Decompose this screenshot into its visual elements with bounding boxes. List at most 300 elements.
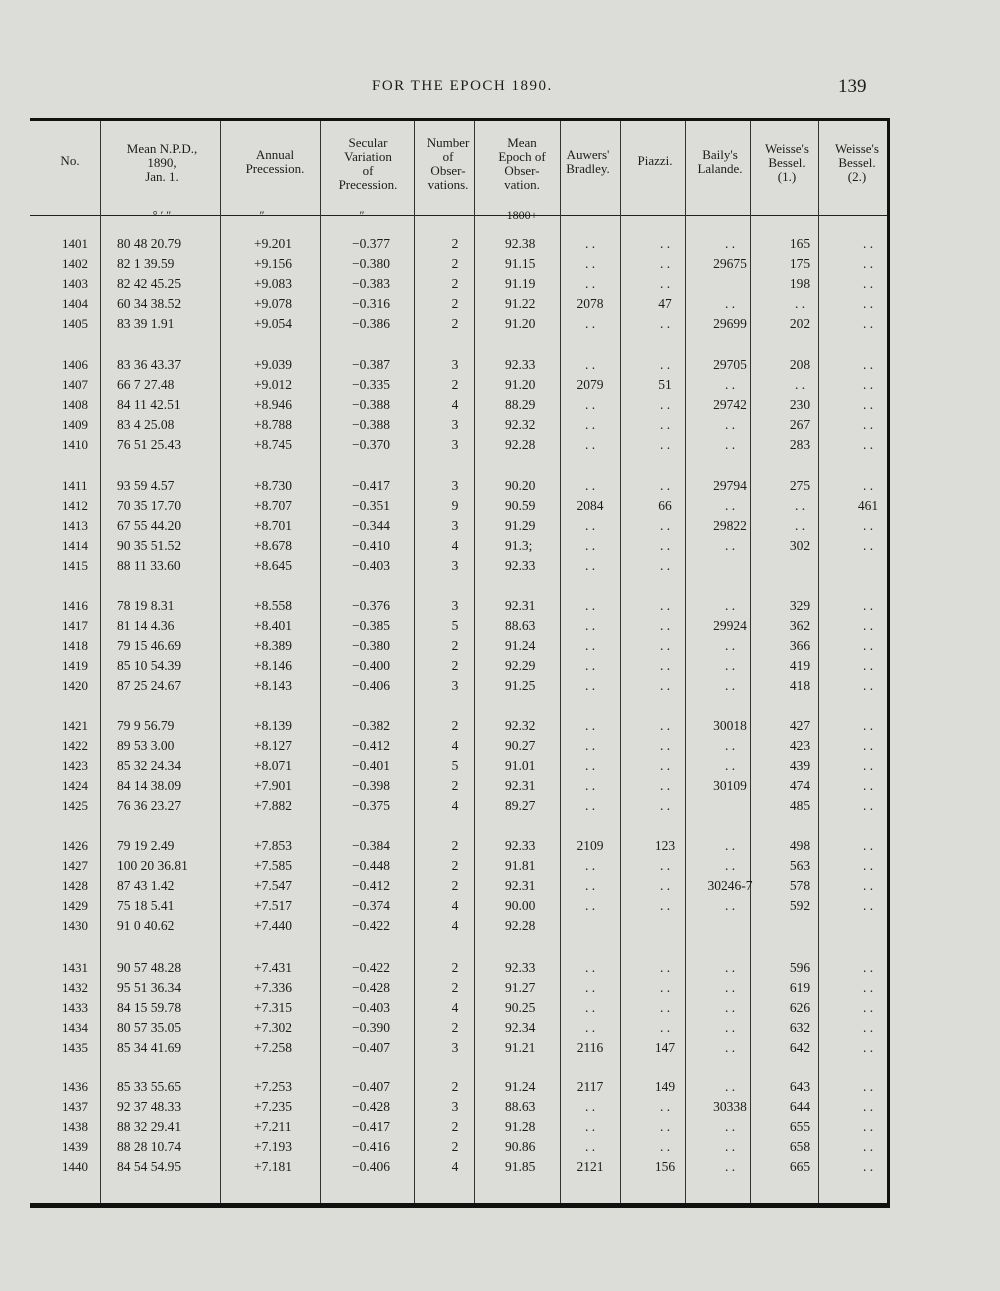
lalande-ref: 30109 (713, 778, 747, 793)
mean-npd: 88 11 33.60 (117, 558, 181, 573)
table-row (0, 1099, 1000, 1119)
star-number: 1437 (62, 1099, 88, 1114)
observation-count: 3 (451, 1099, 459, 1114)
lalande-ref: . . (724, 1159, 736, 1174)
lalande-ref: . . (724, 1139, 736, 1154)
bessel-1-ref: 474 (789, 778, 811, 793)
mean-npd: 91 0 40.62 (117, 918, 175, 933)
piazzi-ref: . . (659, 478, 671, 493)
piazzi-ref: 51 (658, 377, 672, 392)
mean-npd: 85 10 54.39 (117, 658, 182, 673)
table-row (0, 316, 1000, 336)
observation-count: 4 (451, 1000, 459, 1015)
piazzi-ref: . . (659, 1119, 671, 1134)
annual-precession: +9.201 (254, 236, 292, 251)
mean-epoch: 90.20 (505, 478, 536, 493)
star-number: 1408 (62, 397, 88, 412)
star-number: 1425 (62, 798, 88, 813)
mean-epoch: 92.28 (505, 918, 536, 933)
secular-variation: −0.406 (352, 1159, 390, 1174)
piazzi-ref: . . (659, 276, 671, 291)
star-number: 1410 (62, 437, 88, 452)
table-row (0, 718, 1000, 738)
bessel-2-ref: . . (862, 898, 874, 913)
bessel-2-ref: . . (862, 778, 874, 793)
annual-precession: +8.678 (254, 538, 292, 553)
secular-variation: −0.410 (352, 538, 390, 553)
piazzi-ref: 149 (654, 1079, 676, 1094)
observation-count: 2 (451, 316, 459, 331)
column-header-line: Bessel. (768, 155, 806, 170)
bessel-1-ref: 202 (789, 316, 811, 331)
bessel-1-ref: 283 (789, 437, 811, 452)
secular-variation: −0.406 (352, 678, 390, 693)
star-number: 1416 (62, 598, 88, 613)
piazzi-ref: . . (659, 417, 671, 432)
mean-npd: 84 15 59.78 (117, 1000, 182, 1015)
star-number: 1411 (62, 478, 88, 493)
observation-count: 4 (451, 538, 459, 553)
bessel-2-ref: . . (862, 1139, 874, 1154)
mean-npd: 95 51 36.34 (117, 980, 182, 995)
bessel-1-ref: 563 (789, 858, 811, 873)
column-header-line: Weisse's (765, 141, 809, 156)
bessel-2-ref: . . (862, 397, 874, 412)
bessel-2-ref: . . (862, 518, 874, 533)
table-row (0, 498, 1000, 518)
mean-epoch: 91.24 (505, 1079, 536, 1094)
piazzi-ref: . . (659, 236, 671, 251)
auwers-bradley-ref: . . (584, 718, 596, 733)
annual-precession: +8.645 (254, 558, 292, 573)
bessel-2-ref: . . (862, 478, 874, 493)
mean-npd: 89 53 3.00 (117, 738, 175, 753)
mean-epoch: 92.33 (505, 558, 536, 573)
annual-precession: +8.946 (254, 397, 292, 412)
annual-precession: +7.211 (254, 1119, 292, 1134)
mean-npd: 83 39 1.91 (117, 316, 175, 331)
column-header-line: Obser- (430, 163, 466, 178)
bessel-2-ref: . . (862, 838, 874, 853)
bessel-2-ref: . . (862, 236, 874, 251)
secular-variation: −0.422 (352, 960, 390, 975)
table-row (0, 638, 1000, 658)
secular-variation: −0.374 (352, 898, 390, 913)
mean-epoch: 92.38 (505, 236, 536, 251)
annual-precession: +8.146 (254, 658, 292, 673)
bessel-2-ref: . . (862, 738, 874, 753)
observation-count: 3 (451, 1040, 459, 1055)
bessel-2-ref: . . (862, 638, 874, 653)
column-header-line: Secular (348, 135, 388, 150)
star-number: 1404 (62, 296, 88, 311)
bessel-1-ref: 592 (789, 898, 811, 913)
bessel-2-ref: . . (862, 980, 874, 995)
annual-precession: +9.054 (254, 316, 292, 331)
piazzi-ref: . . (659, 738, 671, 753)
bessel-2-ref: . . (862, 678, 874, 693)
bessel-1-ref: 642 (789, 1040, 811, 1055)
bessel-1-ref: 198 (789, 276, 811, 291)
annual-precession: +7.882 (254, 798, 292, 813)
mean-npd: 79 19 2.49 (117, 838, 175, 853)
lalande-ref: . . (724, 296, 736, 311)
column-header (566, 148, 610, 176)
auwers-bradley-ref: . . (584, 437, 596, 452)
mean-npd: 80 57 35.05 (117, 1020, 182, 1035)
column-header-line: Number (426, 135, 470, 150)
mean-npd: 88 32 29.41 (117, 1119, 182, 1134)
secular-variation: −0.422 (352, 918, 390, 933)
bessel-1-ref: . . (794, 296, 806, 311)
mean-npd: 92 37 48.33 (117, 1099, 182, 1114)
bessel-1-ref: 596 (789, 960, 811, 975)
auwers-bradley-ref: . . (584, 858, 596, 873)
unit-secular: ″ (359, 208, 365, 222)
lalande-ref: 30246-7 (707, 878, 753, 893)
table-row (0, 256, 1000, 276)
mean-epoch: 90.27 (505, 738, 536, 753)
auwers-bradley-ref: . . (584, 478, 596, 493)
observation-count: 2 (451, 838, 459, 853)
bessel-2-ref: . . (862, 718, 874, 733)
observation-count: 2 (451, 960, 459, 975)
table-row (0, 778, 1000, 798)
bessel-1-ref: 626 (789, 1000, 811, 1015)
mean-npd: 84 14 38.09 (117, 778, 182, 793)
secular-variation: −0.380 (352, 256, 390, 271)
secular-variation: −0.417 (352, 1119, 390, 1134)
bessel-1-ref: 632 (789, 1020, 811, 1035)
bessel-1-ref: 208 (789, 357, 811, 372)
annual-precession: +8.401 (254, 618, 292, 633)
bessel-1-ref: 366 (789, 638, 811, 653)
observation-count: 2 (451, 878, 459, 893)
mean-epoch: 91.29 (505, 518, 536, 533)
observation-count: 2 (451, 377, 459, 392)
column-header (339, 136, 398, 192)
secular-variation: −0.370 (352, 437, 390, 452)
column-header-line: Obser- (504, 163, 540, 178)
observation-count: 2 (451, 236, 459, 251)
observation-count: 5 (451, 618, 459, 633)
auwers-bradley-ref: 2117 (576, 1079, 604, 1094)
piazzi-ref: . . (659, 1020, 671, 1035)
observation-count: 2 (451, 1079, 459, 1094)
annual-precession: +8.730 (254, 478, 292, 493)
observation-count: 4 (451, 918, 459, 933)
bessel-2-ref: . . (862, 1119, 874, 1134)
star-number: 1403 (62, 276, 88, 291)
star-number: 1407 (62, 377, 88, 392)
mean-npd: 81 14 4.36 (117, 618, 175, 633)
bessel-1-ref: 423 (789, 738, 811, 753)
column-header-line: Mean (507, 135, 537, 150)
bessel-1-ref: . . (794, 377, 806, 392)
bessel-2-ref: . . (862, 316, 874, 331)
auwers-bradley-ref: . . (584, 898, 596, 913)
table-row (0, 236, 1000, 256)
mean-epoch: 92.31 (505, 778, 536, 793)
column-header-line: of (442, 149, 454, 164)
mean-npd: 100 20 36.81 (117, 858, 188, 873)
secular-variation: −0.428 (352, 1099, 390, 1114)
piazzi-ref: . . (659, 758, 671, 773)
bessel-2-ref: . . (862, 1099, 874, 1114)
mean-epoch: 91.25 (505, 678, 536, 693)
table-row (0, 397, 1000, 417)
auwers-bradley-ref: . . (584, 980, 596, 995)
star-number: 1405 (62, 316, 88, 331)
lalande-ref: . . (724, 1079, 736, 1094)
piazzi-ref: . . (659, 1099, 671, 1114)
lalande-ref: 29924 (713, 618, 747, 633)
bessel-1-ref: 498 (789, 838, 811, 853)
observation-count: 2 (451, 980, 459, 995)
secular-variation: −0.400 (352, 658, 390, 673)
secular-variation: −0.344 (352, 518, 390, 533)
mean-epoch: 92.31 (505, 878, 536, 893)
mean-epoch: 92.33 (505, 357, 536, 372)
mean-epoch: 91.20 (505, 377, 536, 392)
auwers-bradley-ref: 2079 (576, 377, 604, 392)
observation-count: 3 (451, 357, 459, 372)
lalande-ref: . . (724, 1040, 736, 1055)
lalande-ref: . . (724, 898, 736, 913)
column-header (765, 142, 809, 184)
lalande-ref: . . (724, 236, 736, 251)
column-header-line: Precession. (338, 177, 398, 192)
lalande-ref: 29742 (713, 397, 747, 412)
column-header-line: Piazzi. (637, 153, 673, 168)
mean-npd: 90 57 48.28 (117, 960, 182, 975)
bessel-2-ref: . . (862, 357, 874, 372)
mean-npd: 90 35 51.52 (117, 538, 182, 553)
lalande-ref: . . (724, 1020, 736, 1035)
annual-precession: +7.336 (254, 980, 292, 995)
bessel-2-ref: . . (862, 1020, 874, 1035)
bessel-1-ref: 329 (789, 598, 811, 613)
table-row (0, 417, 1000, 437)
star-number: 1401 (62, 236, 88, 251)
mean-epoch: 91.22 (505, 296, 536, 311)
secular-variation: −0.407 (352, 1040, 390, 1055)
secular-variation: −0.384 (352, 838, 390, 853)
observation-count: 2 (451, 858, 459, 873)
piazzi-ref: . . (659, 437, 671, 452)
secular-variation: −0.377 (352, 236, 390, 251)
annual-precession: +7.585 (254, 858, 292, 873)
mean-epoch: 89.27 (505, 798, 536, 813)
mean-npd: 82 1 39.59 (117, 256, 175, 271)
lalande-ref: . . (724, 738, 736, 753)
bessel-1-ref: 267 (789, 417, 811, 432)
mean-npd: 85 34 41.69 (117, 1040, 182, 1055)
auwers-bradley-ref: . . (584, 1139, 596, 1154)
secular-variation: −0.448 (352, 858, 390, 873)
auwers-bradley-ref: . . (584, 1099, 596, 1114)
lalande-ref: . . (724, 980, 736, 995)
column-header-line: Bradley. (566, 161, 610, 176)
piazzi-ref: . . (659, 878, 671, 893)
table-row (0, 377, 1000, 397)
observation-count: 4 (451, 397, 459, 412)
mean-epoch: 92.33 (505, 838, 536, 853)
bessel-2-ref: . . (862, 256, 874, 271)
mean-npd: 66 7 27.48 (117, 377, 175, 392)
mean-epoch: 91.3; (505, 538, 533, 553)
table-row (0, 758, 1000, 778)
piazzi-ref: . . (659, 618, 671, 633)
lalande-ref: . . (724, 538, 736, 553)
lalande-ref: 29675 (713, 256, 747, 271)
observation-count: 3 (451, 558, 459, 573)
mean-npd: 82 42 45.25 (117, 276, 182, 291)
piazzi-ref: . . (659, 980, 671, 995)
annual-precession: +7.440 (254, 918, 292, 933)
annual-precession: +7.901 (254, 778, 292, 793)
annual-precession: +7.517 (254, 898, 292, 913)
observation-count: 4 (451, 1159, 459, 1174)
unit-precession: ″ (259, 208, 265, 222)
column-header-line: Lalande. (697, 161, 743, 176)
table-row (0, 1159, 1000, 1179)
table-row (0, 296, 1000, 316)
mean-epoch: 92.29 (505, 658, 536, 673)
mean-epoch: 92.32 (505, 417, 536, 432)
auwers-bradley-ref: . . (584, 638, 596, 653)
mean-npd: 78 19 8.31 (117, 598, 175, 613)
star-number: 1426 (62, 838, 88, 853)
annual-precession: +9.012 (254, 377, 292, 392)
piazzi-ref: 47 (658, 296, 672, 311)
auwers-bradley-ref: . . (584, 236, 596, 251)
piazzi-ref: . . (659, 1139, 671, 1154)
star-number: 1429 (62, 898, 88, 913)
annual-precession: +7.315 (254, 1000, 292, 1015)
observation-count: 2 (451, 276, 459, 291)
annual-precession: +7.253 (254, 1079, 292, 1094)
mean-npd: 93 59 4.57 (117, 478, 175, 493)
table-row (0, 878, 1000, 898)
secular-variation: −0.398 (352, 778, 390, 793)
star-number: 1439 (62, 1139, 88, 1154)
star-number: 1421 (62, 718, 88, 733)
star-number: 1428 (62, 878, 88, 893)
table-row (0, 678, 1000, 698)
observation-count: 3 (451, 518, 459, 533)
mean-epoch: 90.59 (505, 498, 536, 513)
star-number: 1412 (62, 498, 88, 513)
secular-variation: −0.412 (352, 738, 390, 753)
piazzi-ref: . . (659, 858, 671, 873)
annual-precession: +8.143 (254, 678, 292, 693)
running-head: FOR THE EPOCH 1890. (372, 78, 553, 94)
piazzi-ref: . . (659, 658, 671, 673)
lalande-ref: . . (724, 960, 736, 975)
annual-precession: +7.235 (254, 1099, 292, 1114)
column-header (835, 142, 879, 184)
mean-epoch: 88.63 (505, 618, 536, 633)
observation-count: 4 (451, 738, 459, 753)
table-row (0, 1040, 1000, 1060)
table-row (0, 437, 1000, 457)
table-row (0, 980, 1000, 1000)
star-number: 1433 (62, 1000, 88, 1015)
annual-precession: +7.258 (254, 1040, 292, 1055)
column-header-line: Jan. 1. (145, 169, 179, 184)
bessel-2-ref: . . (862, 417, 874, 432)
mean-npd: 84 54 54.95 (117, 1159, 182, 1174)
bessel-1-ref: 655 (789, 1119, 811, 1134)
piazzi-ref: . . (659, 518, 671, 533)
observation-count: 3 (451, 678, 459, 693)
auwers-bradley-ref: . . (584, 357, 596, 372)
star-number: 1415 (62, 558, 88, 573)
annual-precession: +8.745 (254, 437, 292, 452)
table-row (0, 618, 1000, 638)
lalande-ref: . . (724, 858, 736, 873)
mean-epoch: 88.29 (505, 397, 536, 412)
lalande-ref: 29794 (713, 478, 747, 493)
annual-precession: +9.039 (254, 357, 292, 372)
mean-epoch: 91.21 (505, 1040, 536, 1055)
bessel-2-ref: . . (862, 878, 874, 893)
column-header-line: Baily's (702, 147, 738, 162)
bessel-2-ref: . . (862, 960, 874, 975)
auwers-bradley-ref: . . (584, 678, 596, 693)
mean-epoch: 90.86 (505, 1139, 536, 1154)
bessel-2-ref: . . (862, 618, 874, 633)
observation-count: 4 (451, 798, 459, 813)
observation-count: 2 (451, 718, 459, 733)
table-row (0, 1139, 1000, 1159)
bessel-1-ref: 578 (789, 878, 811, 893)
bessel-2-ref: . . (862, 798, 874, 813)
observation-count: 3 (451, 437, 459, 452)
mean-npd: 79 15 46.69 (117, 638, 182, 653)
star-number: 1409 (62, 417, 88, 432)
piazzi-ref: . . (659, 638, 671, 653)
bessel-1-ref: 418 (789, 678, 811, 693)
observation-count: 2 (451, 256, 459, 271)
piazzi-ref: 147 (654, 1040, 676, 1055)
bessel-2-ref: . . (862, 538, 874, 553)
star-number: 1402 (62, 256, 88, 271)
mean-npd: 75 18 5.41 (117, 898, 175, 913)
star-number: 1431 (62, 960, 88, 975)
secular-variation: −0.390 (352, 1020, 390, 1035)
annual-precession: +8.071 (254, 758, 292, 773)
observation-count: 3 (451, 478, 459, 493)
mean-npd: 76 36 23.27 (117, 798, 182, 813)
mean-npd: 87 25 24.67 (117, 678, 182, 693)
observation-count: 2 (451, 638, 459, 653)
annual-precession: +8.707 (254, 498, 292, 513)
piazzi-ref: 66 (658, 498, 672, 513)
bessel-2-ref: . . (862, 1079, 874, 1094)
star-number: 1440 (62, 1159, 88, 1174)
bessel-2-ref: . . (862, 296, 874, 311)
observation-count: 3 (451, 598, 459, 613)
bessel-2-ref: . . (862, 1040, 874, 1055)
piazzi-ref: 123 (654, 838, 676, 853)
annual-precession: +8.558 (254, 598, 292, 613)
auwers-bradley-ref: . . (584, 316, 596, 331)
observation-count: 2 (451, 296, 459, 311)
star-number: 1423 (62, 758, 88, 773)
bessel-2-ref: . . (862, 276, 874, 291)
